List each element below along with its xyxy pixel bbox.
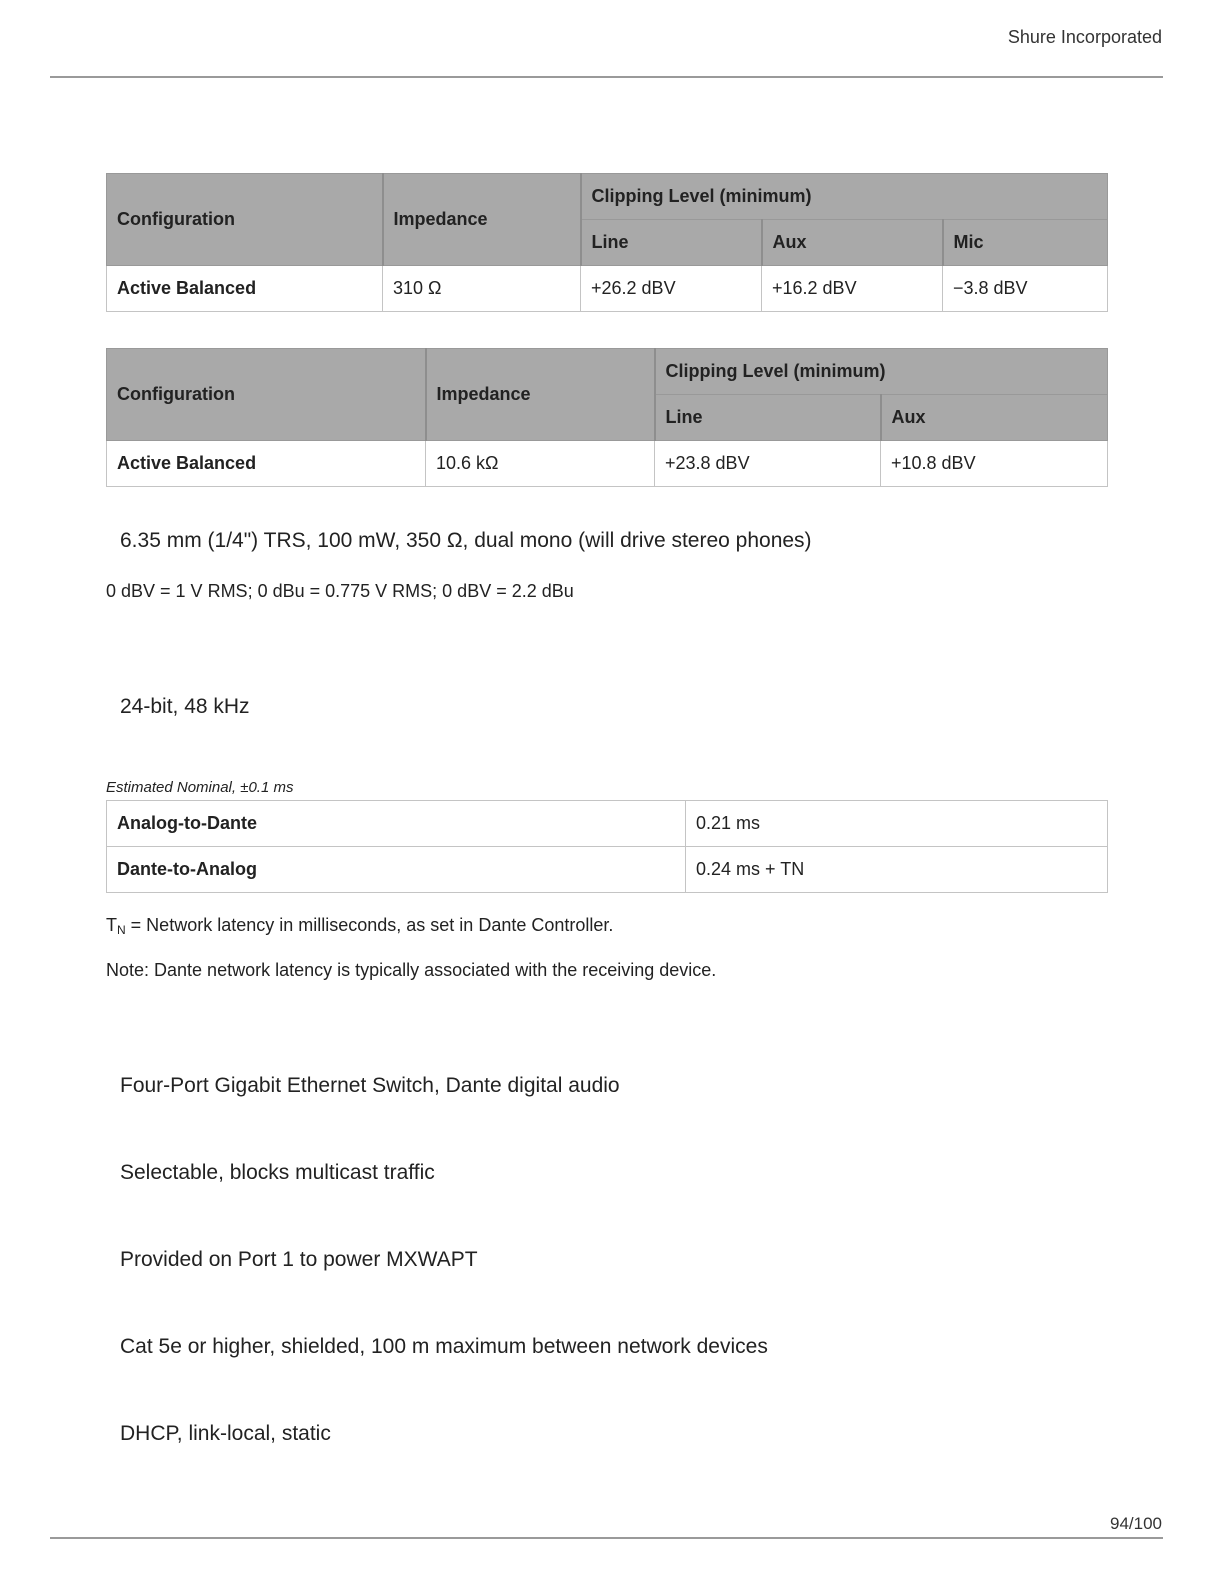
cell-configuration: Active Balanced [107,266,383,312]
col-clipping-level: Clipping Level (minimum) [655,349,1108,395]
col-mic: Mic [943,220,1108,266]
tn-subscript: N [117,923,126,937]
cell-mic: −3.8 dBV [943,266,1108,312]
footer-divider [50,1537,1163,1539]
cell-configuration: Active Balanced [107,441,426,487]
tn-symbol: T [106,915,117,935]
headphone-spec: 6.35 mm (1/4") TRS, 100 mW, 350 Ω, dual mono (will drive stereo phones) [120,529,812,552]
cell-latency-label: Dante-to-Analog [107,847,686,893]
tn-definition [106,915,613,937]
clipping-table-2 [106,348,1108,487]
col-line: Line [581,220,762,266]
cell-impedance: 10.6 kΩ [426,441,655,487]
cell-line: +26.2 dBV [581,266,762,312]
cell-line: +23.8 dBV [655,441,881,487]
col-impedance: Impedance [426,349,655,441]
network-interface-spec: Four-Port Gigabit Ethernet Switch, Dante digital audio [120,1074,620,1097]
header-divider [50,76,1163,78]
addressing-spec: DHCP, link-local, static [120,1422,331,1445]
cell-latency-label: Analog-to-Dante [107,801,686,847]
cell-latency-value: 0.24 ms + TN [686,847,1108,893]
header-company: Shure Incorporated [1007,27,1162,47]
latency-caption: Estimated Nominal, ±0.1 ms [106,779,294,796]
network-mode-spec: Selectable, blocks multicast traffic [120,1161,435,1184]
table-row [107,801,1108,847]
table-row [107,441,1108,487]
bit-depth-spec: 24-bit, 48 kHz [120,695,250,718]
level-reference: 0 dBV = 1 V RMS; 0 dBu = 0.775 V RMS; 0 dBV = 2.2 dBu [106,581,574,601]
col-clipping-level: Clipping Level (minimum) [581,174,1108,220]
cable-spec: Cat 5e or higher, shielded, 100 m maximum between network devices [120,1335,768,1358]
table-row [107,847,1108,893]
col-impedance: Impedance [383,174,581,266]
col-aux: Aux [881,395,1108,441]
col-configuration: Configuration [107,349,426,441]
cell-aux: +10.8 dBV [881,441,1108,487]
clipping-table-1 [106,173,1108,312]
cell-aux: +16.2 dBV [762,266,943,312]
table-row [107,266,1108,312]
cell-impedance: 310 Ω [383,266,581,312]
col-aux: Aux [762,220,943,266]
poe-spec: Provided on Port 1 to power MXWAPT [120,1248,478,1271]
cell-latency-value: 0.21 ms [686,801,1108,847]
page-number: 94/100 [1110,1514,1162,1533]
tn-note: = Network latency in milliseconds, as set in Dante Controller. [125,915,614,935]
col-line: Line [655,395,881,441]
latency-table [106,800,1108,893]
latency-note: Note: Dante network latency is typically associated with the receiving device. [106,960,717,980]
col-configuration: Configuration [107,174,383,266]
